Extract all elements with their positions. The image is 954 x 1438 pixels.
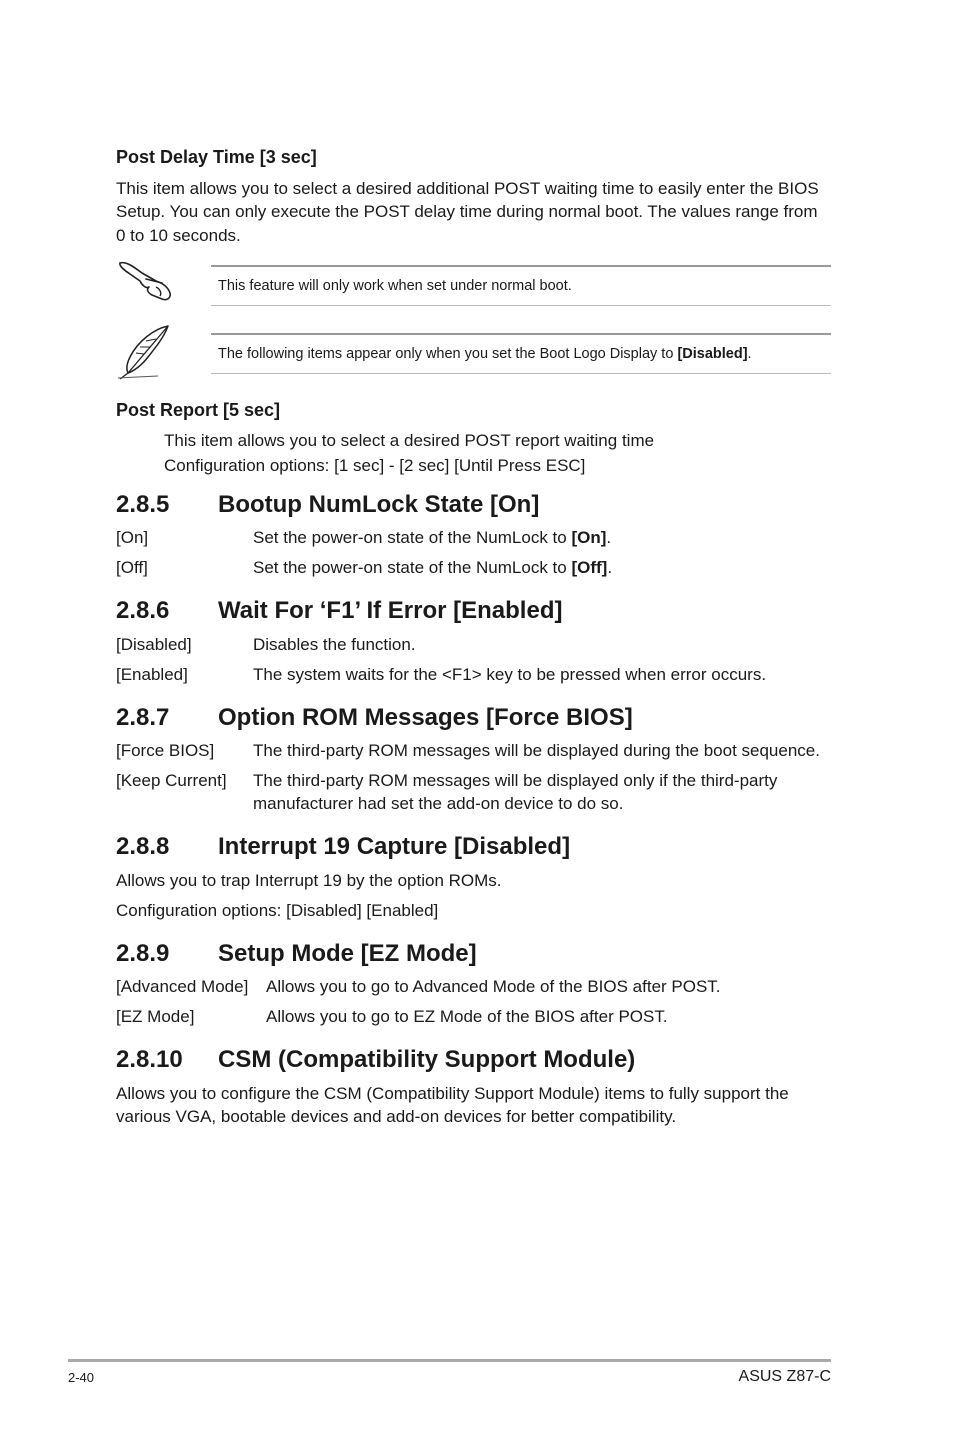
section-286-option-desc: Disables the function. [253,635,416,654]
section-289-option-key: [Advanced Mode] [116,977,249,996]
section-286-option-desc: The system waits for the <F1> key to be pressed when error occurs. [253,665,767,684]
note1-top-rule [211,265,831,267]
section-2810-body-line1: Allows you to configure the CSM (Compatibility Support Module) items to fully support the [116,1084,789,1103]
note2-bottom-rule [211,373,831,374]
post-report-title: Post Report [5 sec] [116,400,281,420]
section-287-option-desc-cont: manufacturer had set the add-on device to do so. [253,794,624,813]
section-289-option-desc: Allows you to go to Advanced Mode of the BIOS after POST. [266,977,721,996]
section-287-number: 2.8.7 [116,704,170,731]
section-288-body: Allows you to trap Interrupt 19 by the option ROMs. [116,871,502,890]
feather-pen-icon [114,323,174,381]
section-2810-title: CSM (Compatibility Support Module) [218,1046,636,1073]
section-285-option-key: [Off] [116,558,148,577]
pointing-hand-icon [116,257,174,303]
section-286-option-key: [Enabled] [116,665,188,684]
section-285-option-key: [On] [116,528,149,547]
section-286-number: 2.8.6 [116,597,170,624]
section-286-title: Wait For ‘F1’ If Error [Enabled] [218,597,563,624]
post-delay-body-line3: 0 to 10 seconds. [116,226,241,245]
section-288-number: 2.8.8 [116,833,170,860]
section-289-title: Setup Mode [EZ Mode] [218,940,477,967]
section-287-option-desc: The third-party ROM messages will be displayed only if the third-party [253,771,778,790]
section-287-option-key: [Keep Current] [116,771,227,790]
note1-bottom-rule [211,305,831,306]
section-286-option-key: [Disabled] [116,635,192,654]
note2-text: The following items appear only when you set the Boot Logo Display to [Disabled]. [218,346,752,362]
section-285-option-desc: Set the power-on state of the NumLock to [Off]. [253,558,613,577]
note1-text: This feature will only work when set under normal boot. [218,278,572,294]
section-287-option-key: [Force BIOS] [116,741,215,760]
section-288-options: Configuration options: [Disabled] [Enabled] [116,901,439,920]
section-2810-body-line2: various VGA, bootable devices and add-on devices for better compatibility. [116,1107,677,1126]
section-289-option-key: [EZ Mode] [116,1007,195,1026]
footer-rule [68,1359,831,1362]
section-285-option-desc: Set the power-on state of the NumLock to [On]. [253,528,612,547]
section-289-option-desc: Allows you to go to EZ Mode of the BIOS after POST. [266,1007,668,1026]
section-287-option-desc: The third-party ROM messages will be displayed during the boot sequence. [253,741,820,760]
section-288-title: Interrupt 19 Capture [Disabled] [218,833,571,860]
post-delay-title: Post Delay Time [3 sec] [116,147,317,167]
product-name: ASUS Z87-C [738,1368,831,1385]
page-number: 2-40 [68,1370,95,1385]
post-delay-body-line2: Setup. You can only execute the POST delay time during normal boot. The values range from [116,202,818,221]
post-report-options: Configuration options: [1 sec] - [2 sec] [Until Press ESC] [164,456,586,475]
section-285-number: 2.8.5 [116,491,170,518]
post-delay-body-line1: This item allows you to select a desired additional POST waiting time to easily enter the BIOS [116,179,819,198]
note2-top-rule [211,333,831,335]
section-289-number: 2.8.9 [116,940,170,967]
section-287-title: Option ROM Messages [Force BIOS] [218,704,633,731]
section-285-title: Bootup NumLock State [On] [218,491,540,518]
section-2810-number: 2.8.10 [116,1046,183,1073]
post-report-body-line1: This item allows you to select a desired POST report waiting time [164,431,655,450]
